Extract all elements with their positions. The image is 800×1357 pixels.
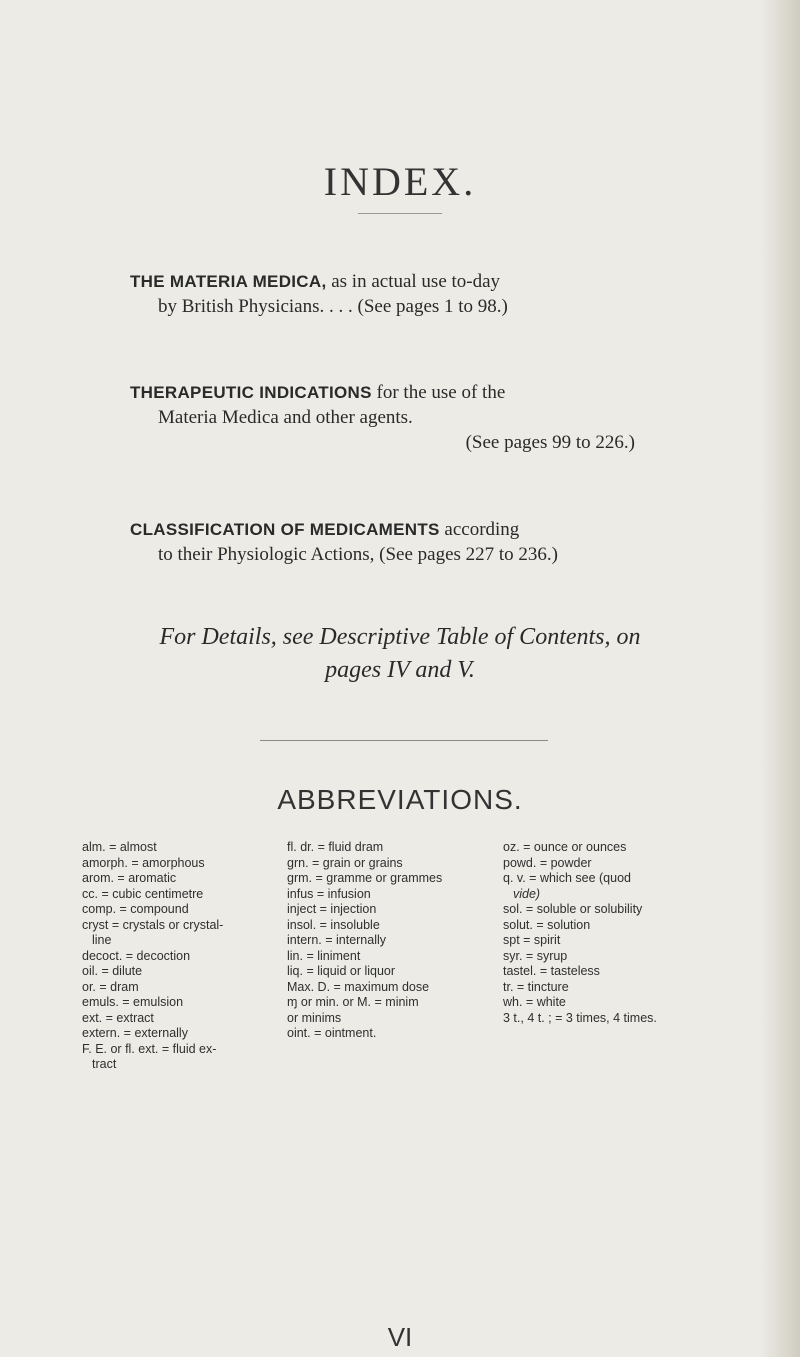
entry-heading: THE MATERIA MEDICA, — [130, 272, 327, 291]
entry-tail: as in actual use to-day — [326, 271, 501, 292]
entry-tail: according — [439, 519, 520, 540]
abbreviation-item: extern. = externally — [82, 1026, 188, 1040]
abbreviation-item: q. v. = which see (quod — [503, 871, 631, 885]
details-line-2: pages IV and V. — [325, 657, 475, 683]
abbreviations-column-2 — [287, 840, 499, 1042]
abbreviation-item: fl. dr. = fluid dram — [287, 840, 384, 854]
abbreviations-title: ABBREVIATIONS. — [277, 784, 523, 815]
index-entry-therapeutic-indications — [130, 380, 635, 455]
abbreviation-item: liq. = liquid or liquor — [287, 964, 396, 978]
abbreviation-item-continued: vide) — [513, 886, 541, 901]
abbreviations-column-1 — [82, 840, 302, 1073]
abbreviation-item-continued: line — [92, 933, 112, 947]
details-line-1: For Details, see Descriptive Table of Contents, on — [159, 624, 641, 650]
abbreviation-item: intern. = internally — [287, 933, 387, 947]
abbreviation-item-continued: or minims — [287, 1010, 342, 1025]
abbreviation-item: cryst = crystals or crystal- — [82, 917, 224, 932]
index-entry-classification — [130, 517, 558, 567]
abbreviation-item: solut. = solution — [503, 917, 591, 932]
abbreviations-column-3 — [503, 840, 773, 1026]
abbreviation-item-continued: tract — [92, 1057, 117, 1071]
index-entry-materia-medica — [130, 269, 508, 319]
abbreviation-item: oil. = dilute — [82, 964, 143, 978]
abbreviation-item: 3 t., 4 t. ; = 3 times, 4 times. — [503, 1010, 657, 1025]
abbreviation-item: cc. = cubic centimetre — [82, 886, 204, 901]
abbreviation-item: F. E. or fl. ext. = fluid ex- — [82, 1041, 217, 1056]
entry-tail: for the use of the — [371, 382, 506, 403]
page-number: VI — [387, 1322, 413, 1352]
entry-line: to their Physiologic Actions, (See pages 227 to 236.) — [158, 544, 559, 565]
page-title: INDEX. — [323, 159, 477, 204]
abbreviation-item: amorph. = amorphous — [82, 855, 205, 870]
abbreviation-item: arom. = aromatic — [82, 871, 177, 885]
abbreviation-item: decoct. = decoction — [82, 948, 191, 963]
abbreviation-item: powd. = powder — [503, 855, 592, 870]
abbreviation-item: oint. = ointment. — [287, 1026, 377, 1040]
abbreviation-item: inject = injection — [287, 902, 377, 916]
abbreviation-item: oz. = ounce or ounces — [503, 840, 627, 854]
abbreviation-item: infus = infusion — [287, 886, 371, 901]
abbreviation-item: ɱ or min. or M. = minim — [287, 995, 419, 1009]
title-rule — [358, 213, 442, 214]
entry-line: by British Physicians. . . . (See pages 1 to 98.) — [158, 296, 508, 317]
abbreviation-item: syr. = syrup — [503, 948, 568, 963]
abbreviation-item: emuls. = emulsion — [82, 995, 184, 1009]
entry-line: Materia Medica and other agents. — [158, 407, 413, 428]
details-note — [0, 621, 800, 687]
abbreviation-item: sol. = soluble or solubility — [503, 902, 643, 916]
abbreviation-item: tr. = tincture — [503, 979, 569, 994]
entry-heading: CLASSIFICATION OF MEDICAMENTS — [130, 520, 440, 539]
entry-page-ref: (See pages 99 to 226.) — [465, 432, 635, 453]
abbreviation-item: Max. D. = maximum dose — [287, 979, 430, 994]
abbreviation-item: ext. = extract — [82, 1010, 154, 1025]
abbreviation-item: alm. = almost — [82, 840, 157, 854]
entry-heading: THERAPEUTIC INDICATIONS — [130, 383, 372, 402]
section-divider — [260, 740, 548, 741]
abbreviation-item: insol. = insoluble — [287, 917, 380, 932]
abbreviation-item: grn. = grain or grains — [287, 855, 403, 870]
abbreviation-item: grm. = gramme or grammes — [287, 871, 443, 885]
abbreviation-item: lin. = liniment — [287, 948, 361, 963]
abbreviation-item: spt = spirit — [503, 933, 561, 947]
abbreviation-item: or. = dram — [82, 979, 139, 994]
abbreviation-item: comp. = compound — [82, 902, 189, 916]
abbreviation-item: wh. = white — [503, 995, 566, 1009]
abbreviation-item: tastel. = tasteless — [503, 964, 600, 978]
